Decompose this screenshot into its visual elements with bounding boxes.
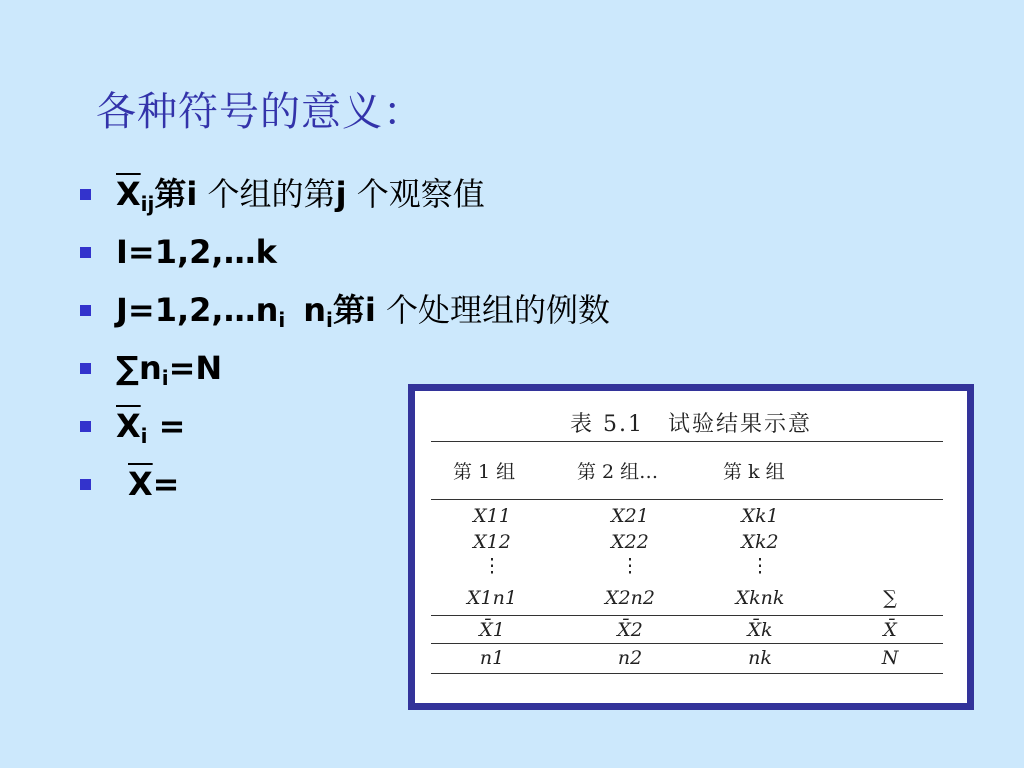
table-cell: n1	[479, 647, 505, 669]
table-image	[415, 391, 967, 703]
symbol-x: $\overline{X}$	[116, 175, 141, 213]
table-cell: X12	[473, 531, 511, 553]
table-rule-mid	[431, 615, 943, 616]
sum-text: ∑n	[116, 349, 162, 387]
table-cell: X̄k	[747, 619, 773, 641]
table-cell: X2n2	[605, 587, 655, 609]
table-cell: X1n1	[467, 587, 517, 609]
text-part: 第	[154, 175, 187, 213]
bullet-square-icon	[80, 247, 91, 258]
table-rule-mean	[431, 643, 943, 644]
subscript-i: i	[140, 424, 148, 448]
text-part: 个组的第	[197, 175, 336, 213]
table-rule-bottom	[431, 673, 943, 674]
slide-title: 各种符号的意义：	[96, 89, 424, 135]
table-cell: ∑	[883, 587, 897, 609]
subscript-i: i	[325, 308, 333, 332]
table-cell: X̄1	[479, 619, 505, 641]
bullet-square-icon	[80, 421, 91, 432]
subscript-ij: ij	[140, 192, 155, 216]
text-n: n	[303, 291, 326, 329]
table-image-frame	[408, 384, 974, 710]
bullet-item-xij	[76, 168, 610, 226]
table-cell: ⋮	[750, 555, 770, 577]
table-caption: 表 5.1 试验结果示意	[570, 412, 812, 437]
sum-equals: =N	[168, 349, 223, 387]
table-cell: n2	[617, 647, 643, 669]
text-i: i	[364, 291, 376, 329]
i-range-text: I=1,2,…k	[116, 233, 277, 271]
header-group-1: 第 1 组	[453, 461, 516, 483]
symbol-x-bar: $\overline{X}$	[116, 407, 141, 445]
bullet-square-icon	[80, 305, 91, 316]
equals-sign: =	[147, 407, 186, 445]
bullet-square-icon	[80, 479, 91, 490]
bullet-item-j-range	[76, 284, 610, 342]
text-part: 第	[332, 291, 365, 329]
table-cell: X̄2	[617, 619, 643, 641]
text-part: 个观察值	[346, 175, 485, 213]
table-cell: nk	[748, 647, 772, 669]
subscript-i: i	[161, 366, 169, 390]
table-cell: N	[881, 647, 899, 669]
text-i: i	[186, 175, 198, 213]
table-cell: X11	[473, 505, 511, 527]
text-j: j	[335, 175, 347, 213]
table-rule-top	[431, 441, 943, 442]
bullet-square-icon	[80, 189, 91, 200]
symbol-x-bar: $\overline{X}$	[128, 465, 153, 503]
table-cell: X̄	[883, 619, 897, 641]
table-cell: ⋮	[482, 555, 502, 577]
table-cell: X22	[611, 531, 649, 553]
j-range-text: J=1,2,…n	[116, 291, 279, 329]
bullet-item-i-range	[76, 226, 610, 284]
header-group-k: 第 k 组	[723, 461, 785, 483]
table-rule-header	[431, 499, 943, 500]
equals-sign: =	[152, 465, 180, 503]
table-cell: Xk1	[741, 505, 779, 527]
table-cell: X21	[611, 505, 649, 527]
header-group-2: 第 2 组…	[577, 461, 659, 483]
text-part: 个处理组的例数	[375, 291, 611, 329]
table-cell: Xknk	[735, 587, 785, 609]
subscript-i: i	[278, 308, 286, 332]
table-cell: ⋮	[620, 555, 640, 577]
table-cell: Xk2	[741, 531, 779, 553]
bullet-square-icon	[80, 363, 91, 374]
